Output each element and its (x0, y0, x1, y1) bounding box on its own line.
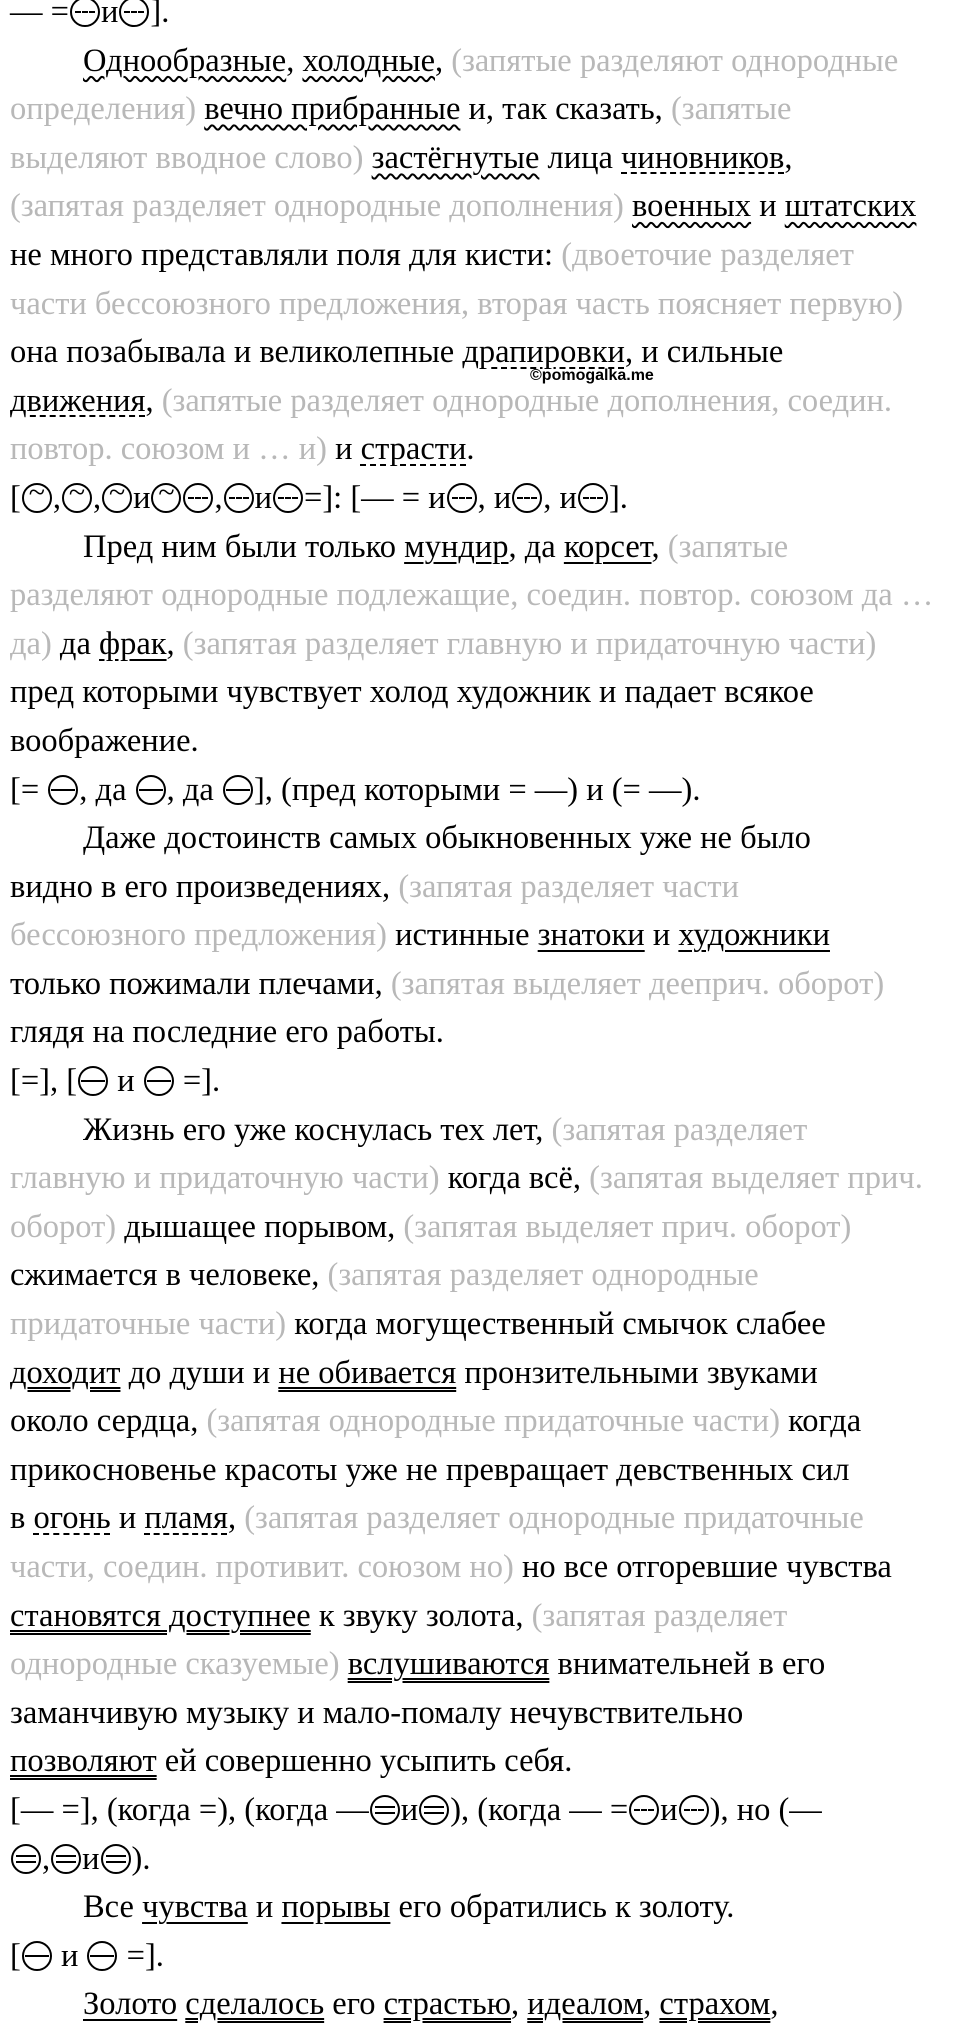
scheme-line: [ и =]. (10, 1937, 164, 1974)
text-line: Все чувства и порывы его обратились к золоту. (83, 1889, 735, 1926)
scheme-line: [= , да , да ], (пред которыми = —) и (= —). (10, 771, 701, 808)
comment: определения) (10, 91, 197, 128)
scheme-line: [~ ,~ ,~ и~ , и =]: [— = и , и , и ]. (10, 474, 948, 523)
dashed-circle-icon (679, 1795, 709, 1825)
word-underline-single: корсет (563, 528, 652, 565)
scheme-line: , и ). (10, 1835, 948, 1884)
word-underline-dashed: драпировки (462, 334, 625, 371)
word-underline-double: становятся доступнее (10, 1597, 311, 1634)
text-line: повтор. союзом и … и) и страсти. (10, 431, 475, 468)
comment: однородные сказуемые) (10, 1646, 340, 1683)
comment: (запятые (667, 528, 789, 565)
dashed-circle-icon (273, 483, 303, 513)
text-line: главную и придаточную части) когда всё, (запятая выделяет прич. (10, 1160, 923, 1197)
comment: (запятые разделяют однородные (451, 42, 899, 79)
text-line: (запятая разделяет однородные дополнения) военных и штатских (10, 188, 917, 225)
word-underline-double: страстью (383, 1986, 512, 2023)
word-underline-single: художники (678, 917, 830, 954)
comment: (запятые разделяет однородные дополнения, соедин. (161, 382, 893, 419)
text-line: определения) вечно прибранные и, так сказать, (запятые (10, 91, 792, 128)
comment: оборот) (10, 1208, 117, 1245)
wavy-circle-icon (22, 483, 52, 513)
text-line: однородные сказуемые) вслушиваются внимательней в его (10, 1646, 826, 1683)
text-line: да) да фрак, (запятая разделяет главную и придаточную части) (10, 625, 877, 662)
word-underline-dashed: страсти (360, 431, 467, 468)
comment: части бессоюзного предложения, вторая часть поясняет первую) (10, 285, 904, 322)
watermark: ©pomogalka.me (530, 367, 654, 384)
word-underline-double: идеалом (527, 1986, 644, 2023)
word-underline-wavy: штатских (784, 188, 917, 225)
underlined-circle-icon (223, 775, 253, 805)
text-line (10, 571, 948, 620)
double-line-circle-icon (101, 1844, 131, 1874)
text-line: Жизнь его уже коснулась тех лет, (запятая разделяет (83, 1111, 808, 1148)
comment: (запятые (670, 91, 792, 128)
scheme-line: [— =], (когда =), (когда — и ), (когда — = и ), но (— (10, 1791, 822, 1828)
dashed-circle-icon (447, 483, 477, 513)
word-underline-double: сделалось (185, 1986, 325, 2023)
double-line-circle-icon (51, 1844, 81, 1874)
text-line: Пред ним были только мундир, да корсет, (запятые (83, 528, 789, 565)
underlined-circle-icon (22, 1941, 52, 1971)
dashed-circle-icon (629, 1795, 659, 1825)
word-underline-dashed: пламя (144, 1500, 228, 1537)
word-underline-single: порывы (281, 1889, 391, 1926)
text-line: Даже достоинств самых обыкновенных уже не было (83, 820, 811, 857)
text-line: части, соедин. противит. союзом но) но все отгоревшие чувства (10, 1549, 892, 1585)
double-line-circle-icon (370, 1795, 400, 1825)
underlined-circle-icon (87, 1941, 117, 1971)
comment: (запятая разделяет части (398, 868, 740, 905)
word-underline-wavy: военных (632, 188, 752, 225)
text-line: около сердца, (запятая однородные придаточные части) когда (10, 1403, 862, 1440)
comment: повтор. союзом и … и) (10, 431, 327, 468)
word-underline-single: фрак (99, 625, 167, 662)
text-line: становятся доступнее к звуку золота, (запятая разделяет (10, 1597, 788, 1634)
wavy-circle-icon (102, 483, 132, 513)
underlined-circle-icon (136, 775, 166, 805)
word-underline-wavy: Однообразные (83, 42, 287, 79)
text-line: не много представляли поля для кисти: (двоеточие разделяет (10, 236, 854, 273)
dashed-circle-icon (70, 0, 100, 27)
scheme-line: [=], [ и =]. (10, 1063, 221, 1100)
text-line (10, 280, 948, 329)
dashed-circle-icon (578, 483, 608, 513)
word-underline-wavy: вечно прибранные (204, 91, 461, 128)
double-line-circle-icon (11, 1844, 41, 1874)
text-line: сжимается в человеке, (запятая разделяет однородные (10, 1257, 759, 1294)
word-underline-single: знатоки (537, 917, 645, 954)
word-underline-dashed: движения (10, 382, 146, 419)
word-underline-double: позволяют (10, 1743, 157, 1780)
underlined-circle-icon (144, 1066, 174, 1096)
comment: выделяют вводное слово) (10, 139, 364, 176)
text-line: она позабывала и великолепные драпировки, и сильные (10, 334, 784, 371)
word-underline-dashed: чиновников (621, 139, 785, 176)
text-line: доходит до души и не обивается пронзительными звуками (10, 1354, 818, 1391)
text-line: только пожимали плечами, (запятая выделяет дееприч. оборот) (10, 965, 885, 1002)
comment: (запятая разделяет однородные дополнения) (10, 188, 624, 225)
underlined-circle-icon (48, 775, 78, 805)
comment: главную и придаточную части) (10, 1160, 440, 1197)
text-line: пред которыми чувствует холод художник и падает всякое (10, 674, 814, 711)
dashed-circle-icon (119, 0, 149, 27)
wavy-circle-icon (62, 483, 92, 513)
comment: (запятая выделяет дееприч. оборот) (390, 965, 885, 1002)
comment: (запятая выделяет прич. (589, 1160, 923, 1197)
word-underline-wavy: застёгнутые (371, 139, 540, 176)
word-underline-double: доходит (10, 1354, 121, 1391)
comment: придаточные части) (10, 1306, 287, 1343)
word-underline-double: вслушиваются (347, 1646, 550, 1683)
text-line: видно в его произведениях, (запятая разделяет части (10, 868, 740, 905)
text-line: бессоюзного предложения) истинные знатоки и художники (10, 917, 830, 954)
text-line: глядя на последние его работы. (10, 1014, 444, 1051)
underlined-circle-icon (78, 1066, 108, 1096)
text-line: воображение. (10, 722, 199, 759)
word-underline-single: Золото (83, 1986, 178, 2023)
comment: (двоеточие разделяет (561, 236, 854, 273)
comment: части, соедин. противит. союзом но) (10, 1549, 514, 1585)
dashed-circle-icon (224, 483, 254, 513)
comment: (запятая выделяет прич. оборот) (403, 1208, 852, 1245)
comment: бессоюзного предложения) (10, 917, 387, 954)
text-line: выделяют вводное слово) застёгнутые лица чиновников, (10, 139, 793, 176)
text-line: в огонь и пламя, (запятая разделяет однородные придаточные (10, 1500, 864, 1537)
wavy-circle-icon (151, 483, 181, 513)
text-line: оборот) дышащее порывом, (запятая выделяет прич. оборот) (10, 1208, 852, 1245)
word-underline-wavy: холодные (302, 42, 435, 79)
comment: (запятая разделяет главную и придаточную части) (182, 625, 877, 662)
word-underline-double: не обивается (278, 1354, 457, 1391)
double-line-circle-icon (419, 1795, 449, 1825)
comment: (запятая разделяет (531, 1597, 788, 1634)
text-line: заманчивую музыку и мало-помалу нечувствительно (10, 1694, 744, 1731)
dashed-circle-icon (512, 483, 542, 513)
comment: (запятая разделяет однородные придаточные (244, 1500, 864, 1537)
text-line: Однообразные, холодные, (запятые разделяют однородные (83, 42, 899, 79)
text-line: прикосновенье красоты уже не превращает девственных сил (10, 1451, 850, 1488)
word-underline-double: страхом (659, 1986, 771, 2023)
comment: да) (10, 625, 52, 662)
text-line: позволяют ей совершенно усыпить себя. (10, 1743, 573, 1780)
comment: (запятая разделяет однородные (327, 1257, 759, 1294)
text-line: Золото сделалось его страстью, идеалом, страхом, (83, 1986, 779, 2023)
comment: разделяют однородные подлежащие, соедин. повтор. союзом да … (10, 577, 934, 614)
scheme-line: — = и ]. (10, 0, 948, 37)
comment: (запятая разделяет (551, 1111, 808, 1148)
text-line: движения, (запятые разделяет однородные дополнения, соедин. (10, 382, 893, 419)
word-underline-single: мундир (404, 528, 509, 565)
word-underline-single: чувства (142, 1889, 248, 1926)
dashed-circle-icon (183, 483, 213, 513)
comment: (запятая однородные придаточные части) (206, 1403, 781, 1440)
text-line: придаточные части) когда могущественный смычок слабее (10, 1306, 826, 1343)
word-underline-dashed: огонь (33, 1500, 111, 1537)
